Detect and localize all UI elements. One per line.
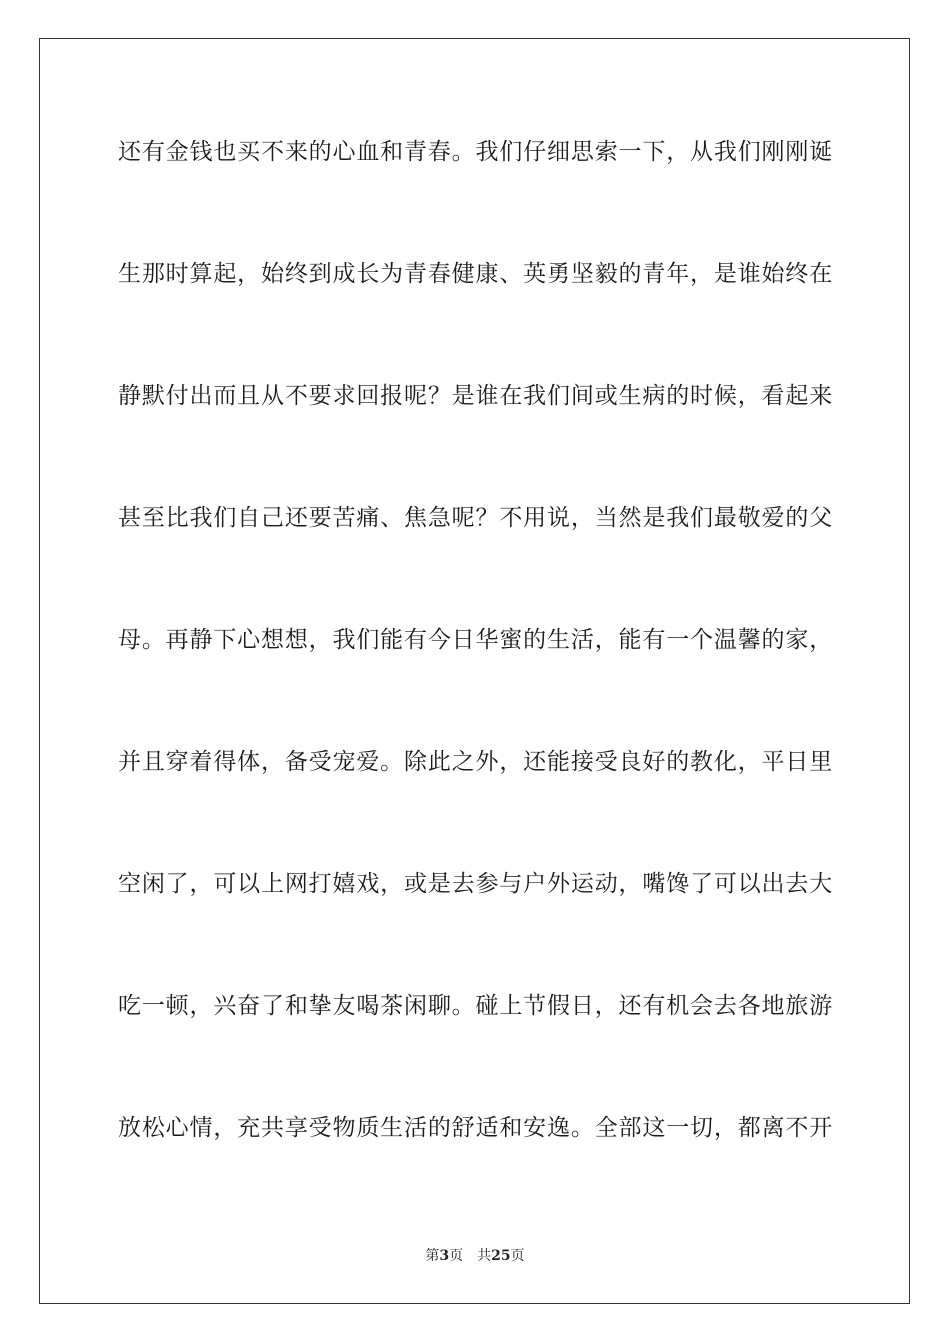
total-pages: 25 <box>491 1248 511 1264</box>
page-number: 3 <box>439 1248 450 1264</box>
text-line-6: 并且穿着得体，备受宠爱。除此之外，还能接受良好的教化，平日里 <box>118 749 833 775</box>
text-line-3: 静默付出而且从不要求回报呢？是谁在我们间或生病的时候，看起来 <box>118 383 833 409</box>
page-suffix: 页 <box>449 1248 464 1264</box>
text-line-5: 母。再静下心想想，我们能有今日华蜜的生活，能有一个温馨的家， <box>118 627 833 653</box>
total-prefix: 共 <box>477 1248 492 1264</box>
text-line-9: 放松心情，充共享受物质生活的舒适和安逸。全部这一切，都离不开 <box>118 1115 833 1141</box>
total-suffix: 页 <box>510 1248 525 1264</box>
text-line-7: 空闲了，可以上网打嬉戏，或是去参与户外运动，嘴馋了可以出去大 <box>118 871 833 897</box>
page-footer <box>0 1246 950 1266</box>
text-line-1: 还有金钱也买不来的心血和青春。我们仔细思索一下，从我们刚刚诞 <box>118 139 833 165</box>
text-line-4: 甚至比我们自己还要苦痛、焦急呢？不用说，当然是我们最敬爱的父 <box>118 505 833 531</box>
text-line-8: 吃一顿，兴奋了和挚友喝茶闲聊。碰上节假日，还有机会去各地旅游 <box>118 993 833 1019</box>
page-prefix: 第 <box>425 1248 440 1264</box>
text-line-2: 生那时算起，始终到成长为青春健康、英勇坚毅的青年，是谁始终在 <box>118 261 833 287</box>
